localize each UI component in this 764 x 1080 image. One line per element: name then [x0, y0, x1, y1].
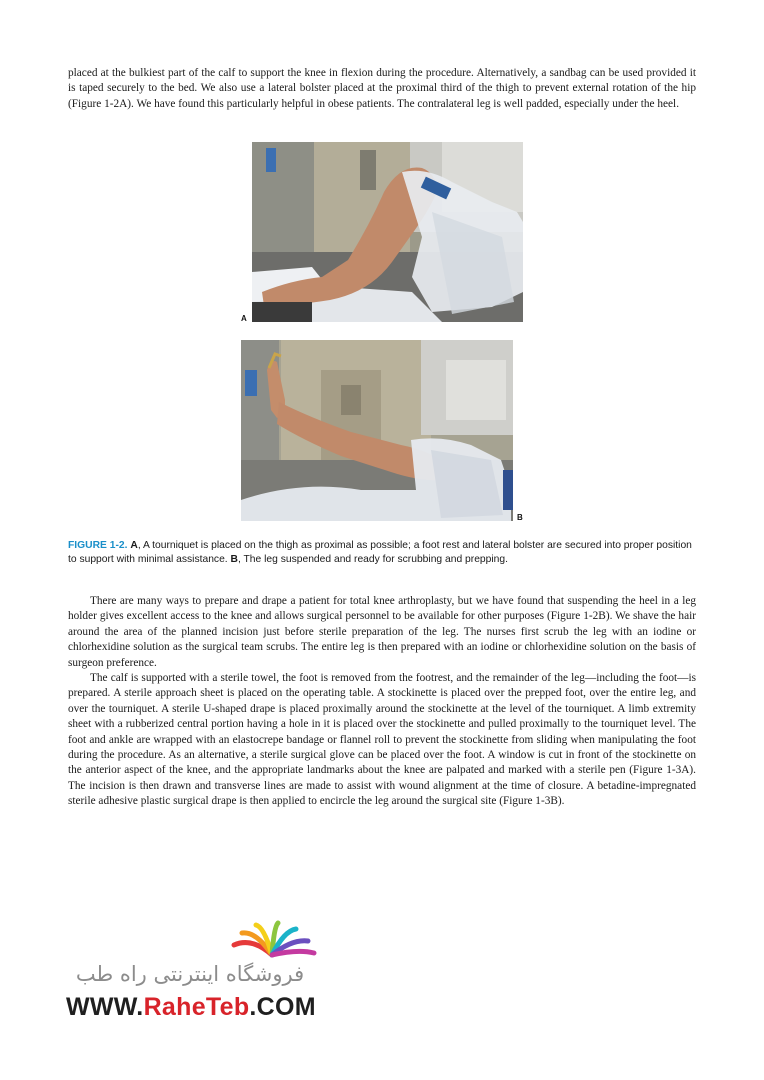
watermark-url	[66, 993, 316, 1022]
caption-b-text: , The leg suspended and ready for scrubbing and prepping.	[237, 553, 508, 565]
body-paragraph-1: There are many ways to prepare and drape a patient for total knee arthroplasty, but we have found that suspending the heel in a leg holder gives excellent access to the knee and allows surgical personnel to be available for other purposes (Figure 1-2B). We shave the hair around the area of the planned incision just before sterile preparation of the leg. The nurses first scrub the leg with an iodine or chlorhexidine solution as the surgical team scrubs. The entire leg is then prepared with an iodine or chlorhexidine solution on the basis of surgeon preference.	[68, 595, 696, 669]
figure-1-2a-photo	[252, 142, 523, 322]
intro-paragraph: placed at the bulkiest part of the calf to support the knee in flexion during the procedure. Alternatively, a sandbag can be used provided it is taped securely to the bed. We also use a lateral bolster placed at the proximal third of the thigh to prevent external rotation of the hip (Figure 1-2A). We have found this particularly helpful in obese patients. The contralateral leg is well padded, especially under the heel.	[68, 67, 696, 110]
caption-a-text: , A tourniquet is placed on the thigh as proximal as possible; a foot rest and lateral bolster are secured into proper position to support with minimal assistance.	[68, 540, 692, 565]
caption-figure-id: FIGURE 1-2.	[68, 540, 128, 551]
figure-1-2b-photo	[241, 340, 513, 521]
panel-b-label: B	[517, 513, 523, 522]
caption-b-marker: B	[230, 553, 238, 565]
leg-suspended-illustration	[241, 340, 513, 521]
knee-flexed-illustration	[252, 142, 523, 322]
watermark-persian-text: فروشگاه اینترنتی راه طب	[75, 962, 305, 986]
watermark-url-brand: RaheTeb	[143, 993, 250, 1021]
caption-a-marker: A	[130, 540, 138, 551]
figure-caption	[68, 539, 698, 567]
body-paragraph-2: The calf is supported with a sterile towel, the foot is removed from the footrest, and the remainder of the leg—including the foot—is prepared. A sterile approach sheet is placed on the operating table. A stockinette is placed over the prepped foot, over the entire leg, and over the tourniquet. A sterile U-shaped drape is placed proximally around the stockinette at the level of the tourniquet. A limb extremity sheet with a rubberized central portion having a hole in it is placed over the stockinette and pulled proximally to the tourniquet level. The foot and ankle are wrapped with an elastocrepe bandage or flannel roll to prevent the stockinette from sliding when manipulating the foot during the procedure. As an alternative, a sterile surgical glove can be placed over the foot. A window is cut in front of the stockinette on the anterior aspect of the knee, and the appropriate landmarks about the knee are palpated and marked with a sterile pen (Figure 1-3A). The incision is then drawn and transverse lines are made to assist with wound alignment at the time of closure. A betadine-impregnated sterile adhesive plastic surgical drape is then applied to encircle the leg around the surgical site (Figure 1-3B).	[68, 672, 696, 808]
watermark-url-prefix: WWW.	[66, 993, 144, 1021]
watermark-url-suffix: .COM	[249, 993, 316, 1021]
panel-a-label: A	[241, 314, 247, 323]
